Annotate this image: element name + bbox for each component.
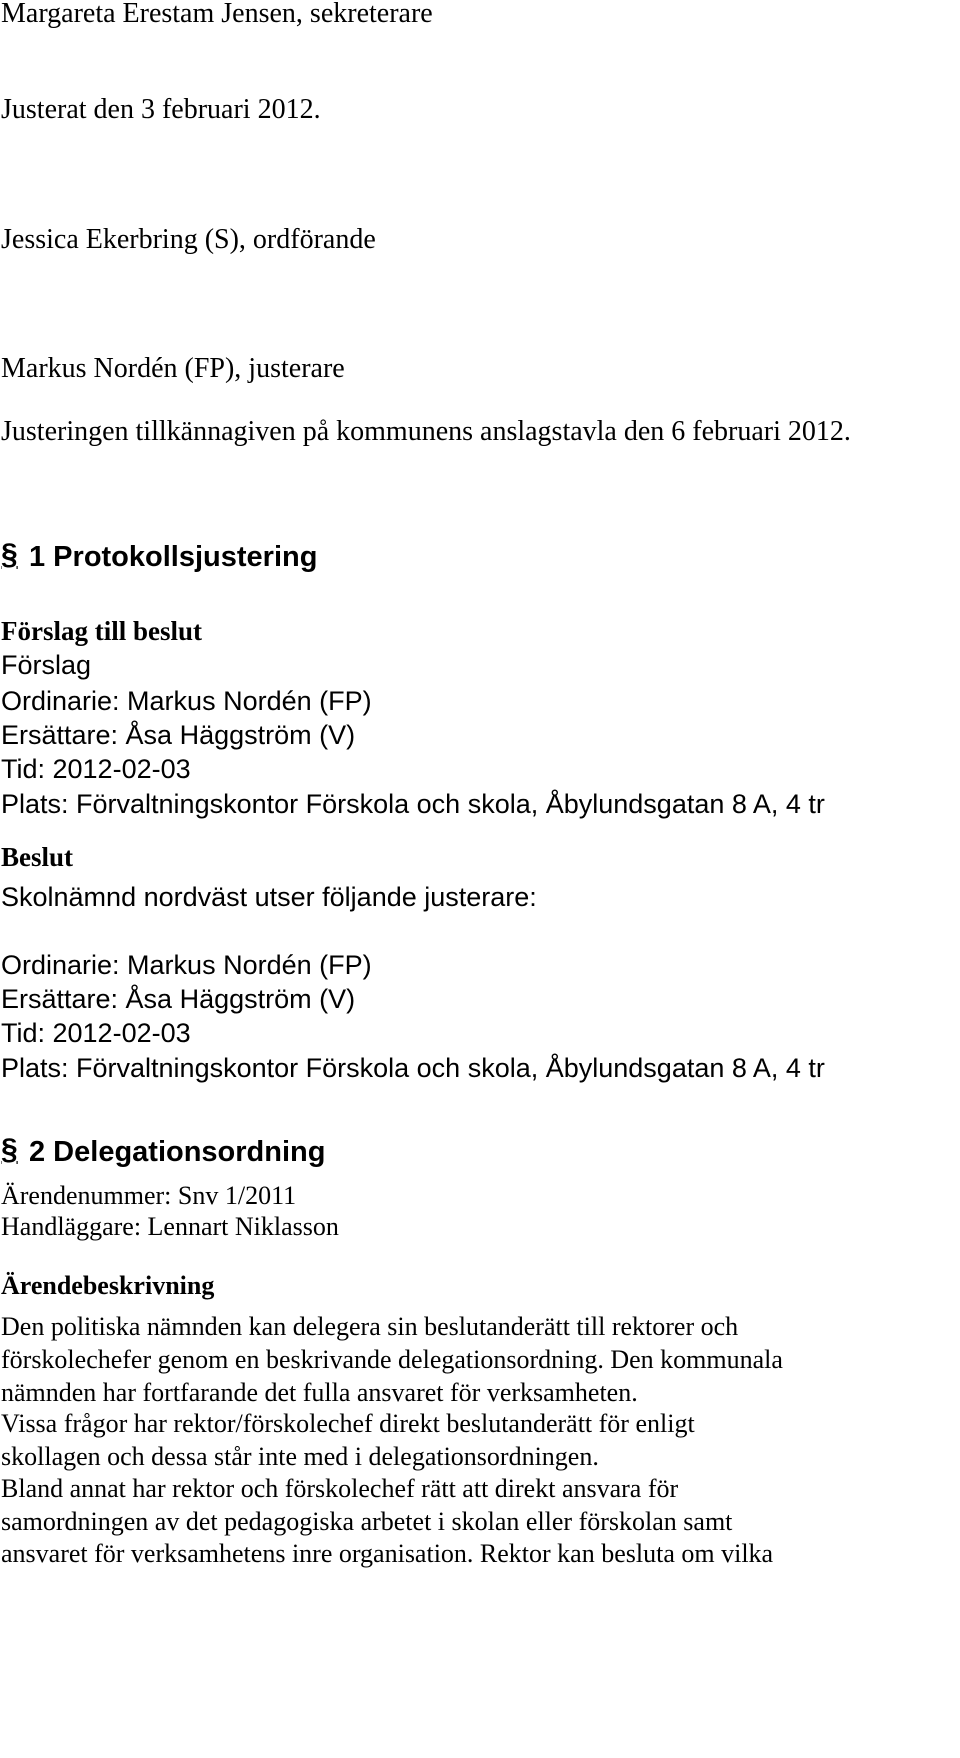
section-1-title: 1 Protokollsjustering bbox=[29, 541, 318, 573]
decision-place: Plats: Förvaltningskontor Förskola och skola, Åbylundsgatan 8 A, 4 tr bbox=[1, 1053, 825, 1083]
section-2-heading bbox=[1, 1133, 326, 1169]
decision-time: Tid: 2012-02-03 bbox=[1, 1018, 191, 1048]
section-2-title: 2 Delegationsordning bbox=[29, 1136, 326, 1168]
case-officer: Handläggare: Lennart Niklasson bbox=[1, 1212, 339, 1241]
announcement-text: Justeringen tillkännagiven på kommunens anslagstavla den 6 februari 2012. bbox=[1, 416, 851, 447]
paragraph-line: Den politiska nämnden kan delegera sin beslutanderätt till rektorer och bbox=[1, 1312, 739, 1341]
paragraph-line: Vissa frågor har rektor/förskolechef direkt beslutanderätt för enligt bbox=[1, 1409, 695, 1438]
proposal-time: Tid: 2012-02-03 bbox=[1, 754, 191, 784]
proposal-place: Plats: Förvaltningskontor Förskola och skola, Åbylundsgatan 8 A, 4 tr bbox=[1, 789, 825, 819]
description-heading: Ärendebeskrivning bbox=[1, 1271, 215, 1300]
adjusted-date: Justerat den 3 februari 2012. bbox=[1, 94, 321, 125]
proposal-ordinary: Ordinarie: Markus Nordén (FP) bbox=[1, 686, 372, 716]
case-number: Ärendenummer: Snv 1/2011 bbox=[1, 1181, 297, 1210]
decision-intro: Skolnämnd nordväst utser följande justerare: bbox=[1, 882, 537, 912]
proposal-label: Förslag bbox=[1, 650, 92, 680]
paragraph-line: nämnden har fortfarande det fulla ansvaret för verksamheten. bbox=[1, 1378, 638, 1407]
chair-signature: Jessica Ekerbring (S), ordförande bbox=[1, 224, 376, 255]
adjuster-signature: Markus Nordén (FP), justerare bbox=[1, 353, 345, 384]
section-symbol: § bbox=[1, 538, 18, 571]
decision-ordinary: Ordinarie: Markus Nordén (FP) bbox=[1, 950, 372, 980]
secretary-signature: Margareta Erestam Jensen, sekreterare bbox=[1, 0, 433, 29]
paragraph-line: förskolechefer genom en beskrivande delegationsordning. Den kommunala bbox=[1, 1345, 783, 1374]
proposal-heading: Förslag till beslut bbox=[1, 616, 202, 646]
section-symbol: § bbox=[1, 1133, 18, 1166]
paragraph-line: skollagen och dessa står inte med i delegationsordningen. bbox=[1, 1442, 599, 1471]
decision-heading: Beslut bbox=[1, 842, 74, 872]
paragraph-line: samordningen av det pedagogiska arbetet i skolan eller förskolan samt bbox=[1, 1507, 733, 1536]
paragraph-line: Bland annat har rektor och förskolechef rätt att direkt ansvara för bbox=[1, 1474, 679, 1503]
section-1-heading bbox=[1, 538, 318, 574]
paragraph-line: ansvaret för verksamhetens inre organisation. Rektor kan besluta om vilka bbox=[1, 1539, 774, 1568]
proposal-substitute: Ersättare: Åsa Häggström (V) bbox=[1, 720, 356, 750]
decision-substitute: Ersättare: Åsa Häggström (V) bbox=[1, 984, 356, 1014]
